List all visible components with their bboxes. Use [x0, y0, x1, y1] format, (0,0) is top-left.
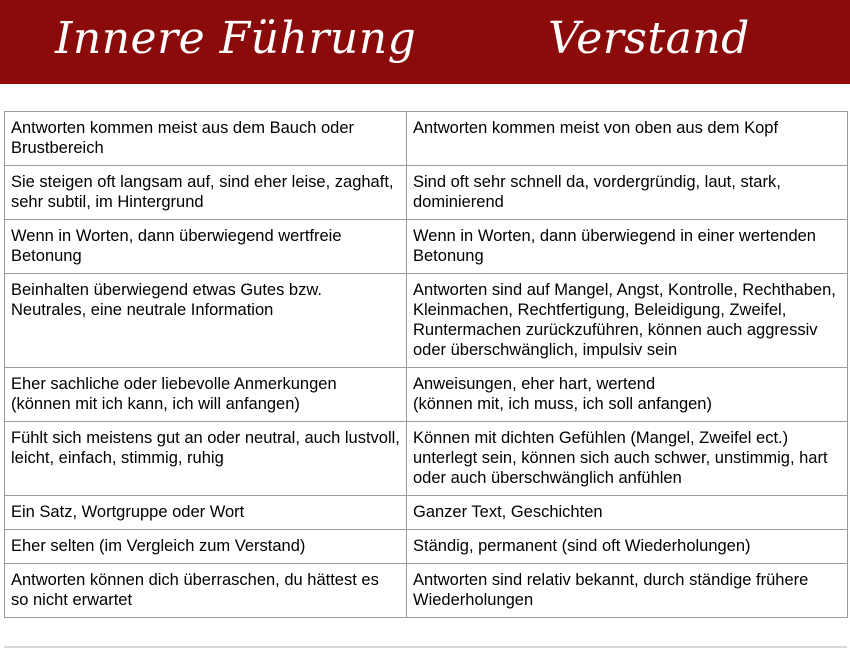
table-row	[5, 274, 848, 368]
table-row	[5, 564, 848, 618]
inner-guidance-cell: Antworten kommen meist aus dem Bauch oder Brustbereich	[5, 112, 407, 166]
table-row	[5, 166, 848, 220]
mind-cell: Können mit dichten Gefühlen (Mangel, Zweifel ect.) unterlegt sein, können sich auch schwer, unstimmig, hart oder auch überschwänglich anfühlen	[407, 422, 848, 496]
mind-cell: Ganzer Text, Geschichten	[407, 496, 848, 530]
inner-guidance-cell: Fühlt sich meistens gut an oder neutral, auch lustvoll, leicht, einfach, stimmig, ruhig	[5, 422, 407, 496]
mind-cell: Wenn in Worten, dann überwiegend in einer wertenden Betonung	[407, 220, 848, 274]
title-banner	[0, 0, 850, 84]
right-column-title: Verstand	[548, 13, 750, 64]
table-row	[5, 112, 848, 166]
mind-cell-line: (können mit, ich muss, ich soll anfangen)	[413, 395, 712, 413]
inner-guidance-cell: Wenn in Worten, dann überwiegend wertfreie Betonung	[5, 220, 407, 274]
mind-cell: Ständig, permanent (sind oft Wiederholungen)	[407, 530, 848, 564]
mind-cell: Sind oft sehr schnell da, vordergründig, laut, stark, dominierend	[407, 166, 848, 220]
inner-guidance-cell: Eher selten (im Vergleich zum Verstand)	[5, 530, 407, 564]
inner-guidance-cell: Beinhalten überwiegend etwas Gutes bzw. Neutrales, eine neutrale Information	[5, 274, 407, 368]
mind-cell: Antworten sind auf Mangel, Angst, Kontrolle, Rechthaben, Kleinmachen, Rechtfertigung, Beleidigung, Zweifel, Runtermachen zurückzuführen, können auch aggressiv oder überschwänglich, impulsiv sein	[407, 274, 848, 368]
table-row	[5, 422, 848, 496]
comparison-table	[4, 111, 848, 618]
mind-cell	[407, 368, 848, 422]
mind-cell: Antworten kommen meist von oben aus dem Kopf	[407, 112, 848, 166]
table-row	[5, 368, 848, 422]
table-row	[5, 530, 848, 564]
mind-cell-line: Anweisungen, eher hart, wertend	[413, 375, 656, 393]
mind-cell: Antworten sind relativ bekannt, durch ständige frühere Wiederholungen	[407, 564, 848, 618]
inner-guidance-cell: Ein Satz, Wortgruppe oder Wort	[5, 496, 407, 530]
inner-guidance-cell: Sie steigen oft langsam auf, sind eher leise, zaghaft, sehr subtil, im Hintergrund	[5, 166, 407, 220]
inner-guidance-cell: Eher sachliche oder liebevolle Anmerkungen (können mit ich kann, ich will anfangen)	[5, 368, 407, 422]
table-row	[5, 496, 848, 530]
left-column-title: Innere Führung	[55, 13, 417, 64]
inner-guidance-cell: Antworten können dich überraschen, du hättest es so nicht erwartet	[5, 564, 407, 618]
table-row	[5, 220, 848, 274]
